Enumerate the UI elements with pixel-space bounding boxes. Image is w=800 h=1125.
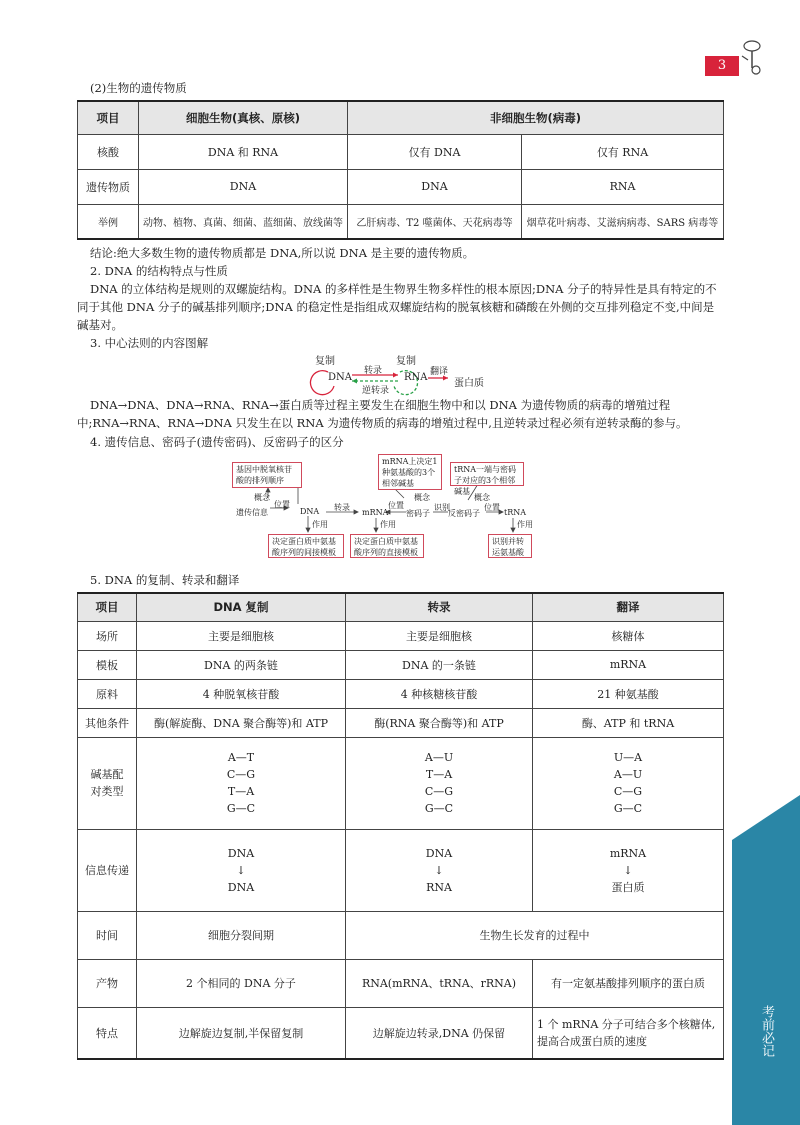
diagram-label: 逆转录 (362, 386, 390, 396)
row-label: 核酸 (78, 134, 139, 169)
table-cell (346, 737, 533, 829)
table-row (78, 911, 724, 959)
row-label: 模板 (78, 650, 137, 679)
section-title: (2)生物的遗传物质 (90, 81, 187, 95)
diagram-label: RNA (404, 372, 428, 383)
table-cell: 细胞分裂间期 (137, 911, 346, 959)
pair-item: G—C (226, 802, 256, 815)
diagram-label: 复制 (315, 356, 335, 367)
table-row (78, 959, 724, 1007)
table-cell: 主要是细胞核 (137, 621, 346, 650)
row-label: 遗传物质 (78, 169, 139, 204)
info-box: tRNA一端与密码子对应的3个相邻碱基 (450, 462, 524, 486)
pair-item: C—G (424, 785, 454, 798)
table-cell (137, 737, 346, 829)
pair-item: G—C (613, 802, 643, 815)
table-cell: RNA(mRNA、tRNA、rRNA) (346, 959, 533, 1007)
table-cell: 酶(RNA 聚合酶等)和 ATP (346, 708, 533, 737)
diagram-label: 位置 (484, 503, 500, 512)
row-label: 其他条件 (78, 708, 137, 737)
diagram-label: 遗传信息 (236, 508, 268, 517)
diagram-label: 蛋白质 (454, 378, 484, 389)
info-box: 识别并转运氨基酸 (488, 534, 532, 558)
side-tab (732, 795, 800, 1125)
table-cell: 边解旋边转录,DNA 仍保留 (346, 1007, 533, 1059)
diagram-label: mRNA (362, 508, 389, 517)
table-header: 项目 (78, 101, 139, 134)
table-row (78, 134, 724, 169)
pair-item: C—G (226, 768, 256, 781)
table-row (78, 650, 724, 679)
diagram-label: DNA (300, 507, 320, 516)
diagram-label: 作用 (312, 520, 328, 529)
row-label: 场所 (78, 621, 137, 650)
diagram-label: 概念 (414, 493, 430, 502)
section-title: 3. 中心法则的内容图解 (90, 336, 209, 350)
flow-item: mRNA (609, 846, 647, 860)
table-cell: DNA 的一条链 (346, 650, 533, 679)
table-cell: 核糖体 (533, 621, 724, 650)
diagram-label: 密码子 (406, 509, 430, 518)
pair-item: T—A (425, 768, 453, 781)
table-cell: 有一定氨基酸排列顺序的蛋白质 (533, 959, 724, 1007)
table-row (78, 708, 724, 737)
info-box: 基因中脱氧核苷酸的排列顺序 (232, 462, 302, 488)
diagram-label: 位置 (274, 500, 290, 509)
table-cell: 仅有 RNA (522, 134, 724, 169)
row-label-line: 碱基配 (90, 768, 124, 781)
page-number: 3 (717, 58, 727, 73)
diagram-label: DNA (328, 372, 352, 383)
table-cell: 主要是细胞核 (346, 621, 533, 650)
conclusion-text: 结论:绝大多数生物的遗传物质都是 DNA,所以说 DNA 是主要的遗传物质。 (90, 246, 475, 260)
pair-item: U—A (613, 751, 643, 764)
codon-diagram (228, 452, 538, 562)
info-box: 决定蛋白质中氨基酸序列的直接模板 (350, 534, 424, 558)
section-title: 4. 遗传信息、密码子(遗传密码)、反密码子的区分 (90, 435, 344, 449)
diagram-label: 作用 (380, 520, 396, 529)
flow-item: DNA (227, 846, 255, 860)
table-row (78, 829, 724, 911)
pair-item: T—A (227, 785, 255, 798)
table-cell (137, 829, 346, 911)
diagram-label: 复制 (396, 356, 416, 367)
table-header: 翻译 (533, 593, 724, 621)
table-header: DNA 复制 (137, 593, 346, 621)
table-cell: 4 种核糖核苷酸 (346, 679, 533, 708)
diagram-label: tRNA (504, 508, 527, 517)
diagram-label: 位置 (388, 501, 404, 510)
pair-item: A—U (424, 751, 454, 764)
row-label: 举例 (78, 204, 139, 239)
table-row (78, 679, 724, 708)
table-cell: DNA (348, 169, 522, 204)
table-header: 项目 (78, 593, 137, 621)
mascot-icon (738, 38, 768, 80)
paragraph: DNA→DNA、DNA→RNA、RNA→蛋白质等过程主要发生在细胞生物中和以 DNA 为遗传物质的病毒的增殖过程中;RNA→RNA、RNA→DNA 只发生在以 RNA 为遗传物质的病毒的增殖过程中,且逆转录过程必须有逆转录酶的参与。 (77, 398, 688, 430)
row-label: 原料 (78, 679, 137, 708)
table-cell: 酶(解旋酶、DNA 聚合酶等)和 ATP (137, 708, 346, 737)
diagram-label: 反密码子 (448, 509, 480, 518)
flow-arrow: ↓ (623, 863, 633, 877)
pair-item: C—G (613, 785, 643, 798)
side-tab-label: 考前必记 (759, 1005, 774, 1057)
flow-item: RNA (426, 880, 452, 894)
row-label: 特点 (78, 1007, 137, 1059)
table-cell: 酶、ATP 和 tRNA (533, 708, 724, 737)
section-title: 2. DNA 的结构特点与性质 (90, 264, 228, 278)
table-cell: DNA 的两条链 (137, 650, 346, 679)
diagram-label: 转录 (364, 366, 383, 376)
table-cell: 21 种氨基酸 (533, 679, 724, 708)
table-cell: RNA (522, 169, 724, 204)
table-cell: 仅有 DNA (348, 134, 522, 169)
flow-arrow: ↓ (236, 863, 246, 877)
diagram-label: 概念 (254, 493, 270, 502)
table-header: 转录 (346, 593, 533, 621)
table-cell: DNA (139, 169, 348, 204)
pair-item: G—C (424, 802, 454, 815)
replication-table (77, 592, 724, 1060)
table-cell (346, 829, 533, 911)
table-cell (533, 829, 724, 911)
table-cell (533, 737, 724, 829)
row-label (78, 737, 137, 829)
row-label: 时间 (78, 911, 137, 959)
table-cell: DNA 和 RNA (139, 134, 348, 169)
table-header: 细胞生物(真核、原核) (139, 101, 348, 134)
table-header: 非细胞生物(病毒) (348, 101, 724, 134)
paragraph: DNA 的立体结构是规则的双螺旋结构。DNA 的多样性是生物界生物多样性的根本原因;DNA 分子的特异性是具有特定的不同于其他 DNA 分子的碱基排列顺序;DNA 的稳定性是指组成双螺旋结构的脱氧核糖和磷酸在外侧的交互排列稳定不变,中间是碱基对。 (77, 282, 717, 332)
table-cell: 烟草花叶病毒、艾滋病病毒、SARS 病毒等 (522, 204, 724, 239)
pair-item: A—T (227, 751, 255, 764)
diagram-label: 转录 (334, 503, 350, 512)
flow-item: 蛋白质 (611, 880, 645, 894)
genetic-material-table (77, 100, 724, 240)
info-box: mRNA上决定1种氨基酸的3个相邻碱基 (378, 454, 442, 490)
flow-item: DNA (227, 880, 255, 894)
row-label: 信息传递 (78, 829, 137, 911)
table-cell: 边解旋边复制,半保留复制 (137, 1007, 346, 1059)
row-label-line: 对类型 (90, 785, 124, 798)
table-row (78, 204, 724, 239)
table-cell: 乙肝病毒、T2 噬菌体、天花病毒等 (348, 204, 522, 239)
flow-arrow: ↓ (434, 863, 444, 877)
section-title: 5. DNA 的复制、转录和翻译 (90, 573, 240, 587)
table-row (78, 1007, 724, 1059)
table-cell: mRNA (533, 650, 724, 679)
page-number-badge (705, 56, 739, 76)
info-box: 决定蛋白质中氨基酸序列的间接模板 (268, 534, 344, 558)
diagram-label: 概念 (474, 493, 490, 502)
table-cell: 2 个相同的 DNA 分子 (137, 959, 346, 1007)
table-cell: 1 个 mRNA 分子可结合多个核糖体,提高合成蛋白质的速度 (533, 1007, 724, 1059)
row-label: 产物 (78, 959, 137, 1007)
central-dogma-diagram (300, 350, 520, 396)
diagram-label: 作用 (517, 520, 533, 529)
table-cell: 生物生长发育的过程中 (346, 911, 724, 959)
diagram-label: 识别 (434, 503, 450, 512)
table-row (78, 737, 724, 829)
flow-item: DNA (425, 846, 453, 860)
diagram-label: 翻译 (430, 367, 449, 377)
pair-item: A—U (613, 768, 643, 781)
table-cell: 4 种脱氧核苷酸 (137, 679, 346, 708)
table-row (78, 621, 724, 650)
table-row (78, 169, 724, 204)
table-cell: 动物、植物、真菌、细菌、蓝细菌、放线菌等 (139, 204, 348, 239)
